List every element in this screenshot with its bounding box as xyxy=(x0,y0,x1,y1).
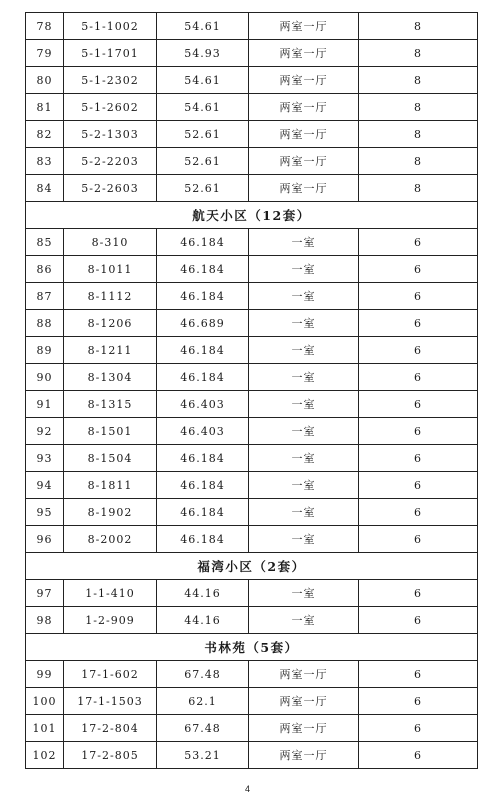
layout-cell: 两室一厅 xyxy=(249,67,359,94)
row-number-cell: 93 xyxy=(26,445,64,472)
row-number-cell: 102 xyxy=(26,742,64,769)
row-number-cell: 97 xyxy=(26,580,64,607)
value-cell: 6 xyxy=(359,580,478,607)
layout-cell: 两室一厅 xyxy=(249,715,359,742)
row-number-cell: 85 xyxy=(26,229,64,256)
layout-cell: 一室 xyxy=(249,499,359,526)
area-cell: 46.403 xyxy=(157,418,249,445)
value-cell: 8 xyxy=(359,13,478,40)
area-cell: 46.184 xyxy=(157,337,249,364)
value-cell: 6 xyxy=(359,256,478,283)
value-cell: 6 xyxy=(359,526,478,553)
page-number: 4 xyxy=(244,784,250,794)
unit-number-cell: 8-1011 xyxy=(64,256,157,283)
unit-number-cell: 8-310 xyxy=(64,229,157,256)
unit-number-cell: 8-1501 xyxy=(64,418,157,445)
unit-number-cell: 5-2-2203 xyxy=(64,148,157,175)
unit-number-cell: 5-2-2603 xyxy=(64,175,157,202)
section-header-row xyxy=(26,202,478,229)
layout-cell: 一室 xyxy=(249,391,359,418)
section-header-row xyxy=(26,634,478,661)
value-cell: 8 xyxy=(359,175,478,202)
row-number-cell: 86 xyxy=(26,256,64,283)
table-row xyxy=(26,256,478,283)
area-cell: 46.184 xyxy=(157,499,249,526)
area-cell: 46.184 xyxy=(157,283,249,310)
value-cell: 6 xyxy=(359,742,478,769)
area-cell: 44.16 xyxy=(157,580,249,607)
value-cell: 6 xyxy=(359,445,478,472)
area-cell: 52.61 xyxy=(157,175,249,202)
layout-cell: 两室一厅 xyxy=(249,175,359,202)
unit-number-cell: 17-2-805 xyxy=(64,742,157,769)
area-cell: 52.61 xyxy=(157,121,249,148)
unit-number-cell: 8-2002 xyxy=(64,526,157,553)
value-cell: 6 xyxy=(359,499,478,526)
table-row xyxy=(26,391,478,418)
row-number-cell: 87 xyxy=(26,283,64,310)
layout-cell: 两室一厅 xyxy=(249,40,359,67)
section-header-row xyxy=(26,553,478,580)
row-number-cell: 91 xyxy=(26,391,64,418)
layout-cell: 一室 xyxy=(249,229,359,256)
layout-cell: 一室 xyxy=(249,337,359,364)
area-cell: 46.184 xyxy=(157,445,249,472)
table-row xyxy=(26,283,478,310)
table-row xyxy=(26,499,478,526)
row-number-cell: 92 xyxy=(26,418,64,445)
layout-cell: 一室 xyxy=(249,445,359,472)
layout-cell: 两室一厅 xyxy=(249,13,359,40)
unit-number-cell: 8-1112 xyxy=(64,283,157,310)
row-number-cell: 90 xyxy=(26,364,64,391)
value-cell: 6 xyxy=(359,607,478,634)
table-row xyxy=(26,148,478,175)
unit-number-cell: 5-1-2602 xyxy=(64,94,157,121)
table-row xyxy=(26,742,478,769)
value-cell: 6 xyxy=(359,472,478,499)
row-number-cell: 94 xyxy=(26,472,64,499)
value-cell: 8 xyxy=(359,148,478,175)
row-number-cell: 78 xyxy=(26,13,64,40)
value-cell: 8 xyxy=(359,40,478,67)
row-number-cell: 83 xyxy=(26,148,64,175)
row-number-cell: 81 xyxy=(26,94,64,121)
row-number-cell: 99 xyxy=(26,661,64,688)
area-cell: 54.93 xyxy=(157,40,249,67)
area-cell: 54.61 xyxy=(157,94,249,121)
table-row xyxy=(26,13,478,40)
area-cell: 67.48 xyxy=(157,715,249,742)
layout-cell: 一室 xyxy=(249,526,359,553)
row-number-cell: 101 xyxy=(26,715,64,742)
row-number-cell: 79 xyxy=(26,40,64,67)
table-row xyxy=(26,310,478,337)
table-row xyxy=(26,364,478,391)
value-cell: 8 xyxy=(359,67,478,94)
table-row xyxy=(26,661,478,688)
value-cell: 6 xyxy=(359,310,478,337)
unit-number-cell: 17-2-804 xyxy=(64,715,157,742)
value-cell: 6 xyxy=(359,364,478,391)
layout-cell: 两室一厅 xyxy=(249,661,359,688)
housing-table-body xyxy=(26,13,478,769)
value-cell: 6 xyxy=(359,715,478,742)
section-title: 航天小区（12套） xyxy=(26,202,478,229)
unit-number-cell: 1-1-410 xyxy=(64,580,157,607)
value-cell: 6 xyxy=(359,337,478,364)
value-cell: 6 xyxy=(359,661,478,688)
area-cell: 46.184 xyxy=(157,364,249,391)
table-row xyxy=(26,337,478,364)
unit-number-cell: 17-1-1503 xyxy=(64,688,157,715)
unit-number-cell: 5-1-1701 xyxy=(64,40,157,67)
unit-number-cell: 1-2-909 xyxy=(64,607,157,634)
housing-table xyxy=(25,12,478,769)
layout-cell: 两室一厅 xyxy=(249,148,359,175)
table-row xyxy=(26,229,478,256)
unit-number-cell: 5-1-1002 xyxy=(64,13,157,40)
row-number-cell: 98 xyxy=(26,607,64,634)
area-cell: 44.16 xyxy=(157,607,249,634)
layout-cell: 一室 xyxy=(249,364,359,391)
table-row xyxy=(26,94,478,121)
value-cell: 6 xyxy=(359,229,478,256)
value-cell: 6 xyxy=(359,391,478,418)
unit-number-cell: 17-1-602 xyxy=(64,661,157,688)
layout-cell: 两室一厅 xyxy=(249,121,359,148)
area-cell: 62.1 xyxy=(157,688,249,715)
row-number-cell: 84 xyxy=(26,175,64,202)
layout-cell: 一室 xyxy=(249,580,359,607)
layout-cell: 两室一厅 xyxy=(249,742,359,769)
layout-cell: 一室 xyxy=(249,256,359,283)
table-row xyxy=(26,445,478,472)
area-cell: 46.184 xyxy=(157,472,249,499)
unit-number-cell: 8-1206 xyxy=(64,310,157,337)
layout-cell: 一室 xyxy=(249,310,359,337)
row-number-cell: 82 xyxy=(26,121,64,148)
row-number-cell: 88 xyxy=(26,310,64,337)
table-row xyxy=(26,67,478,94)
area-cell: 46.184 xyxy=(157,229,249,256)
area-cell: 54.61 xyxy=(157,13,249,40)
section-title: 福湾小区（2套） xyxy=(26,553,478,580)
table-row xyxy=(26,715,478,742)
area-cell: 46.184 xyxy=(157,256,249,283)
value-cell: 8 xyxy=(359,94,478,121)
row-number-cell: 89 xyxy=(26,337,64,364)
unit-number-cell: 8-1504 xyxy=(64,445,157,472)
table-row xyxy=(26,580,478,607)
table-row xyxy=(26,175,478,202)
layout-cell: 一室 xyxy=(249,283,359,310)
table-row xyxy=(26,472,478,499)
unit-number-cell: 8-1211 xyxy=(64,337,157,364)
table-row xyxy=(26,688,478,715)
area-cell: 67.48 xyxy=(157,661,249,688)
unit-number-cell: 5-2-1303 xyxy=(64,121,157,148)
unit-number-cell: 8-1811 xyxy=(64,472,157,499)
table-row xyxy=(26,40,478,67)
area-cell: 46.689 xyxy=(157,310,249,337)
value-cell: 8 xyxy=(359,121,478,148)
row-number-cell: 80 xyxy=(26,67,64,94)
layout-cell: 一室 xyxy=(249,607,359,634)
area-cell: 46.403 xyxy=(157,391,249,418)
table-row xyxy=(26,418,478,445)
row-number-cell: 100 xyxy=(26,688,64,715)
value-cell: 6 xyxy=(359,688,478,715)
value-cell: 6 xyxy=(359,283,478,310)
table-row xyxy=(26,607,478,634)
area-cell: 46.184 xyxy=(157,526,249,553)
layout-cell: 两室一厅 xyxy=(249,688,359,715)
table-row xyxy=(26,526,478,553)
table-row xyxy=(26,121,478,148)
row-number-cell: 95 xyxy=(26,499,64,526)
layout-cell: 一室 xyxy=(249,472,359,499)
layout-cell: 一室 xyxy=(249,418,359,445)
row-number-cell: 96 xyxy=(26,526,64,553)
unit-number-cell: 8-1315 xyxy=(64,391,157,418)
layout-cell: 两室一厅 xyxy=(249,94,359,121)
unit-number-cell: 5-1-2302 xyxy=(64,67,157,94)
area-cell: 53.21 xyxy=(157,742,249,769)
unit-number-cell: 8-1304 xyxy=(64,364,157,391)
section-title: 书林苑（5套） xyxy=(26,634,478,661)
value-cell: 6 xyxy=(359,418,478,445)
unit-number-cell: 8-1902 xyxy=(64,499,157,526)
area-cell: 54.61 xyxy=(157,67,249,94)
area-cell: 52.61 xyxy=(157,148,249,175)
